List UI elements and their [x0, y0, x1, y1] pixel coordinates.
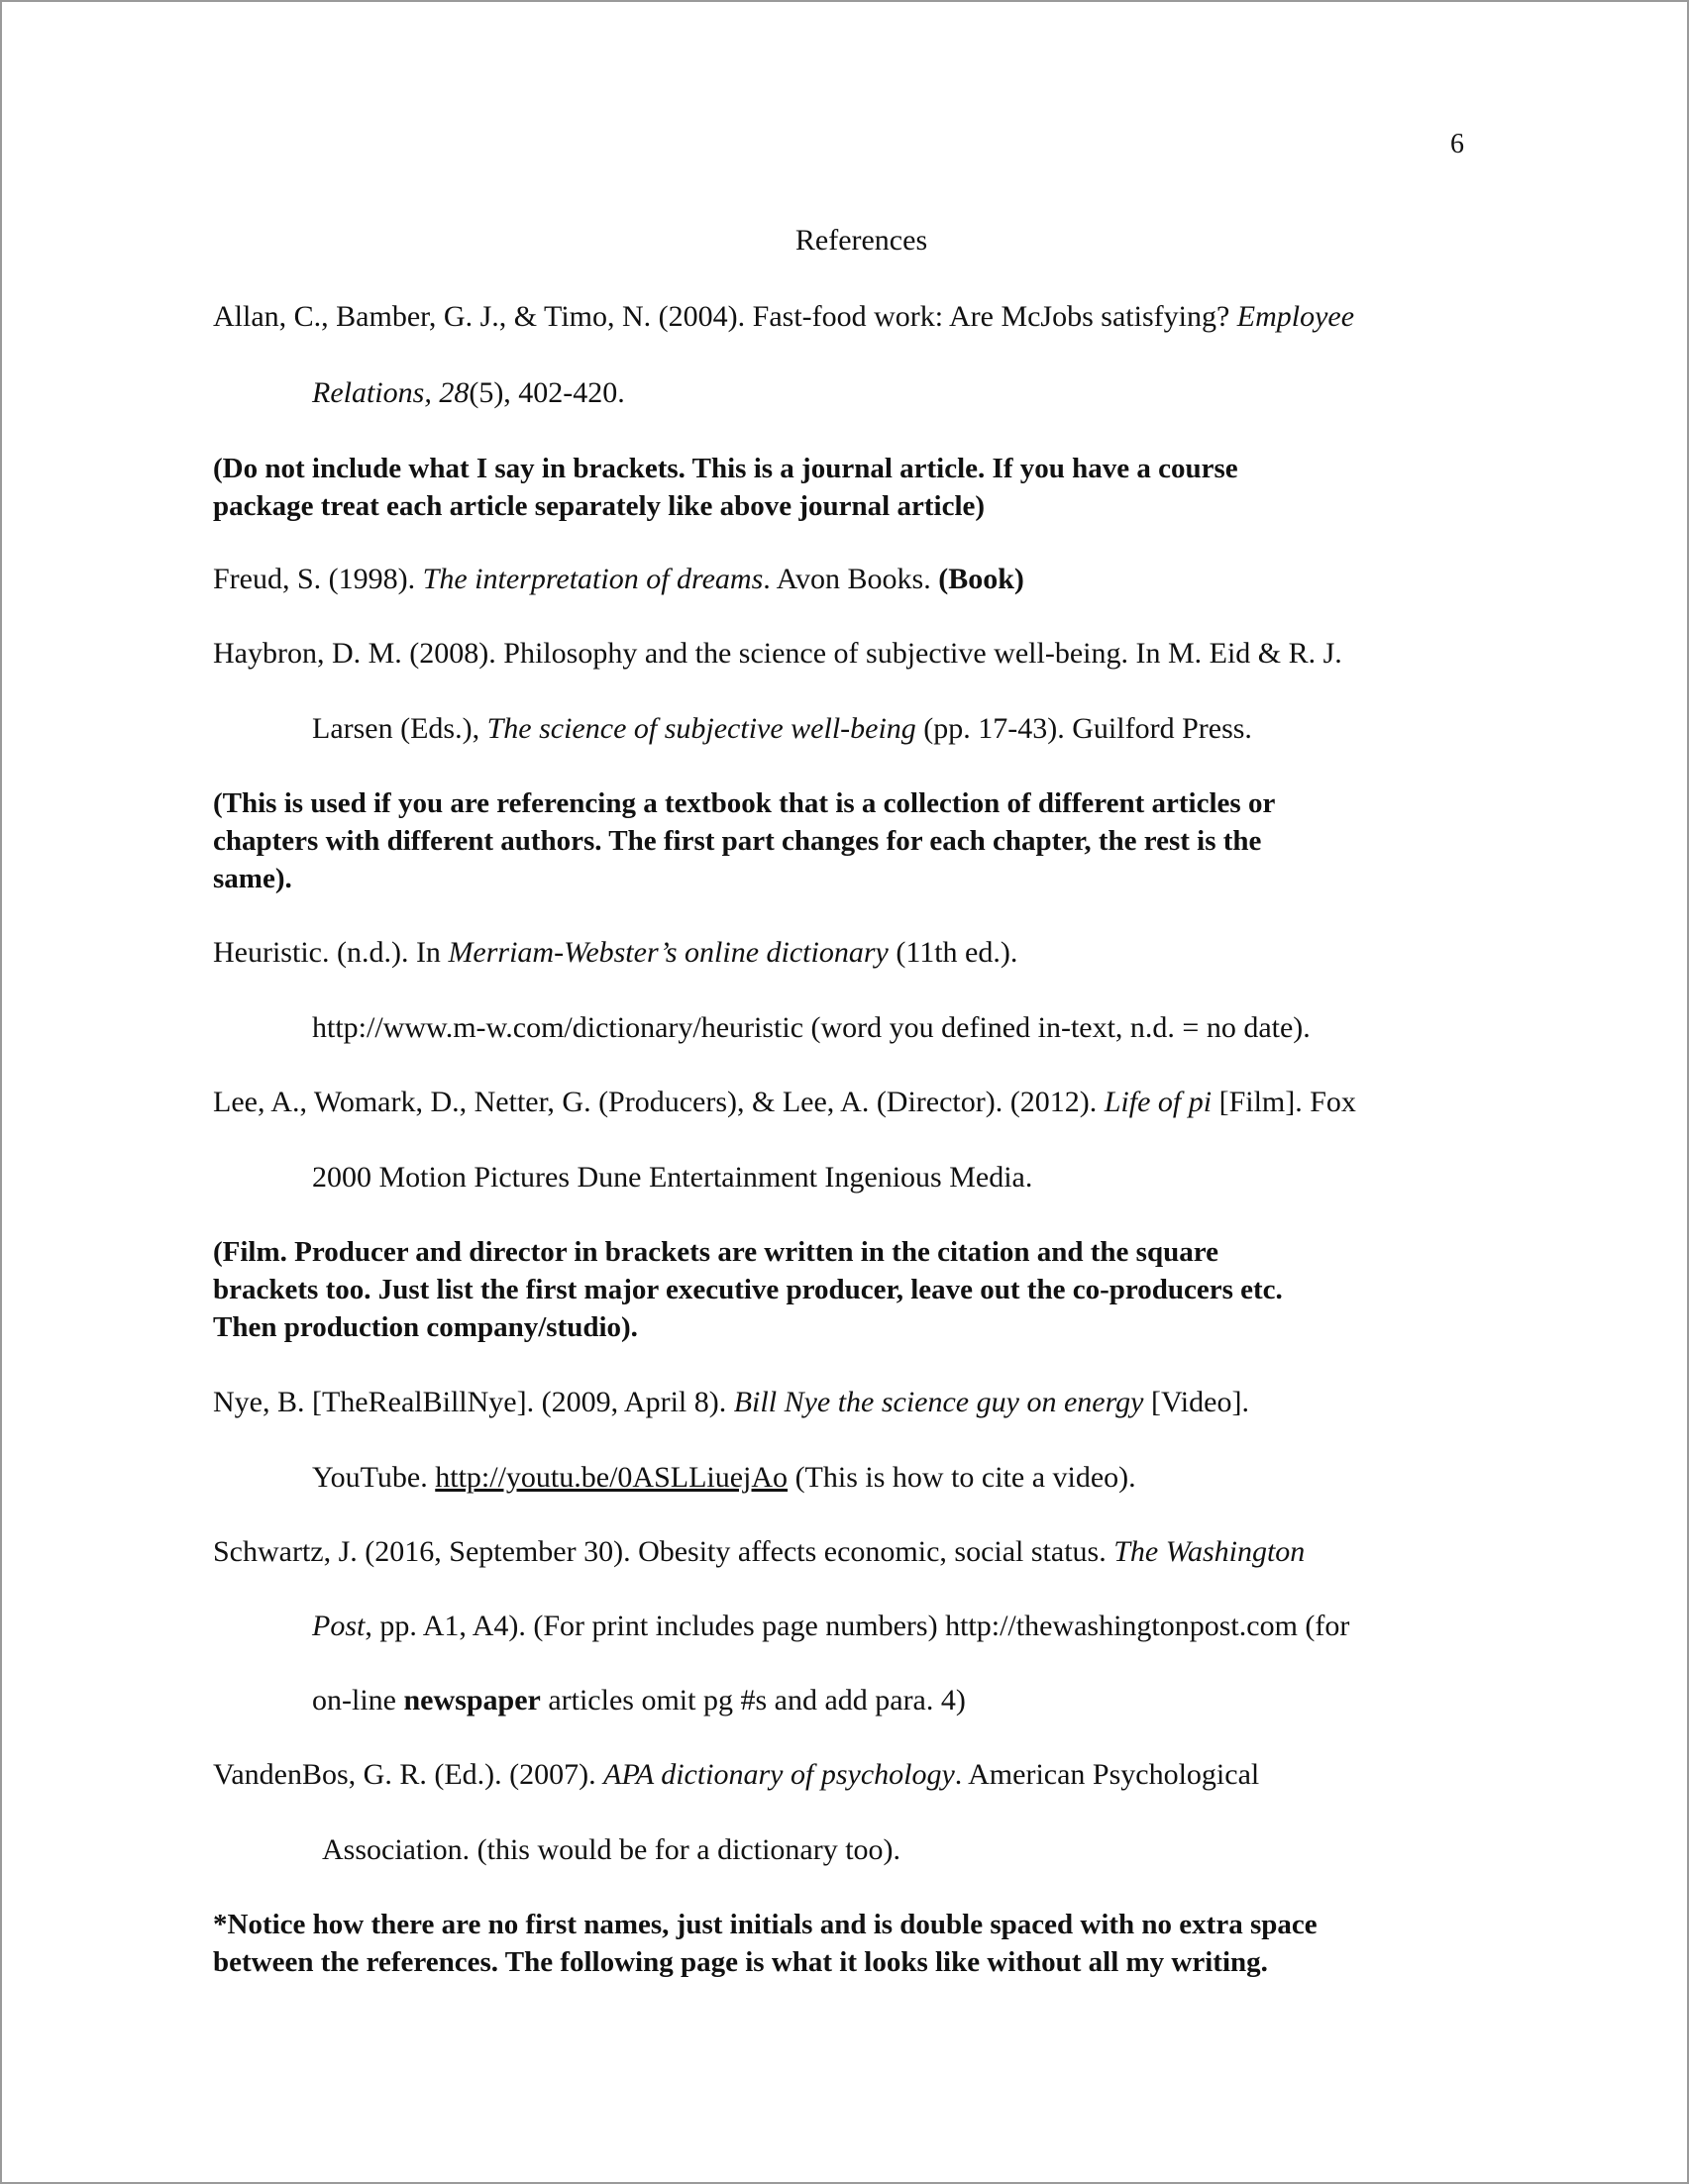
page-title: References: [794, 224, 928, 257]
reference-allan-line1: Allan, C., Bamber, G. J., & Timo, N. (2004). Fast-food work: Are McJobs satisfying? Employee: [213, 300, 1355, 333]
reference-haybron-line2: Larsen (Eds.), The science of subjective well-being (pp. 17-43). Guilford Press.: [312, 712, 1252, 745]
reference-lee-line1: Lee, A., Womark, D., Netter, G. (Producers), & Lee, A. (Director). (2012). Life of pi [Film]. Fox: [213, 1086, 1356, 1118]
reference-heuristic-line2: http://www.m-w.com/dictionary/heuristic (word you defined in-text, n.d. = no date).: [312, 1011, 1311, 1044]
youtube-link[interactable]: http://youtu.be/0ASLLiuejAo: [435, 1461, 789, 1494]
reference-vandenbos-line1: VandenBos, G. R. (Ed.). (2007). APA dictionary of psychology. American Psychological: [213, 1758, 1260, 1791]
note-journal-article: (Do not include what I say in brackets. This is a journal article. If you have a course package treat each article separately like above journal article): [213, 453, 1238, 522]
reference-lee-line2: 2000 Motion Pictures Dune Entertainment Ingenious Media.: [312, 1161, 1033, 1194]
reference-allan-line2: Relations, 28(5), 402-420.: [312, 376, 625, 409]
reference-freud: Freud, S. (1998). The interpretation of dreams. Avon Books. (Book): [213, 563, 1024, 595]
reference-nye-line2: YouTube. http://youtu.be/0ASLLiuejAo (This is how to cite a video).: [312, 1461, 1136, 1494]
reference-schwartz-line2: Post, pp. A1, A4). (For print includes page numbers) http://thewashingtonpost.com (for: [312, 1610, 1350, 1642]
reference-haybron-line1: Haybron, D. M. (2008). Philosophy and the science of subjective well-being. In M. Eid & R. J.: [213, 637, 1342, 670]
reference-schwartz-line3: on-line newspaper articles omit pg #s and add para. 4): [312, 1684, 966, 1716]
reference-heuristic-line1: Heuristic. (n.d.). In Merriam-Webster’s online dictionary (11th ed.).: [213, 936, 1018, 969]
reference-nye-line1: Nye, B. [TheRealBillNye]. (2009, April 8). Bill Nye the science guy on energy [Video].: [213, 1386, 1249, 1418]
note-film: (Film. Producer and director in brackets are written in the citation and the square brackets too. Just list the first major executive producer, leave out the co-producers etc. Then production company/studio).: [213, 1236, 1283, 1343]
reference-vandenbos-line2: Association. (this would be for a dictionary too).: [322, 1833, 901, 1866]
note-edited-book: (This is used if you are referencing a textbook that is a collection of different articles or chapters with different authors. The first part changes for each chapter, the rest is the same).: [213, 787, 1276, 894]
reference-schwartz-line1: Schwartz, J. (2016, September 30). Obesity affects economic, social status. The Washington: [213, 1535, 1306, 1568]
note-formatting: *Notice how there are no first names, just initials and is double spaced with no extra space between the references. The following page is what it looks like without all my writing.: [213, 1909, 1318, 1978]
page-number: 6: [1450, 129, 1464, 159]
